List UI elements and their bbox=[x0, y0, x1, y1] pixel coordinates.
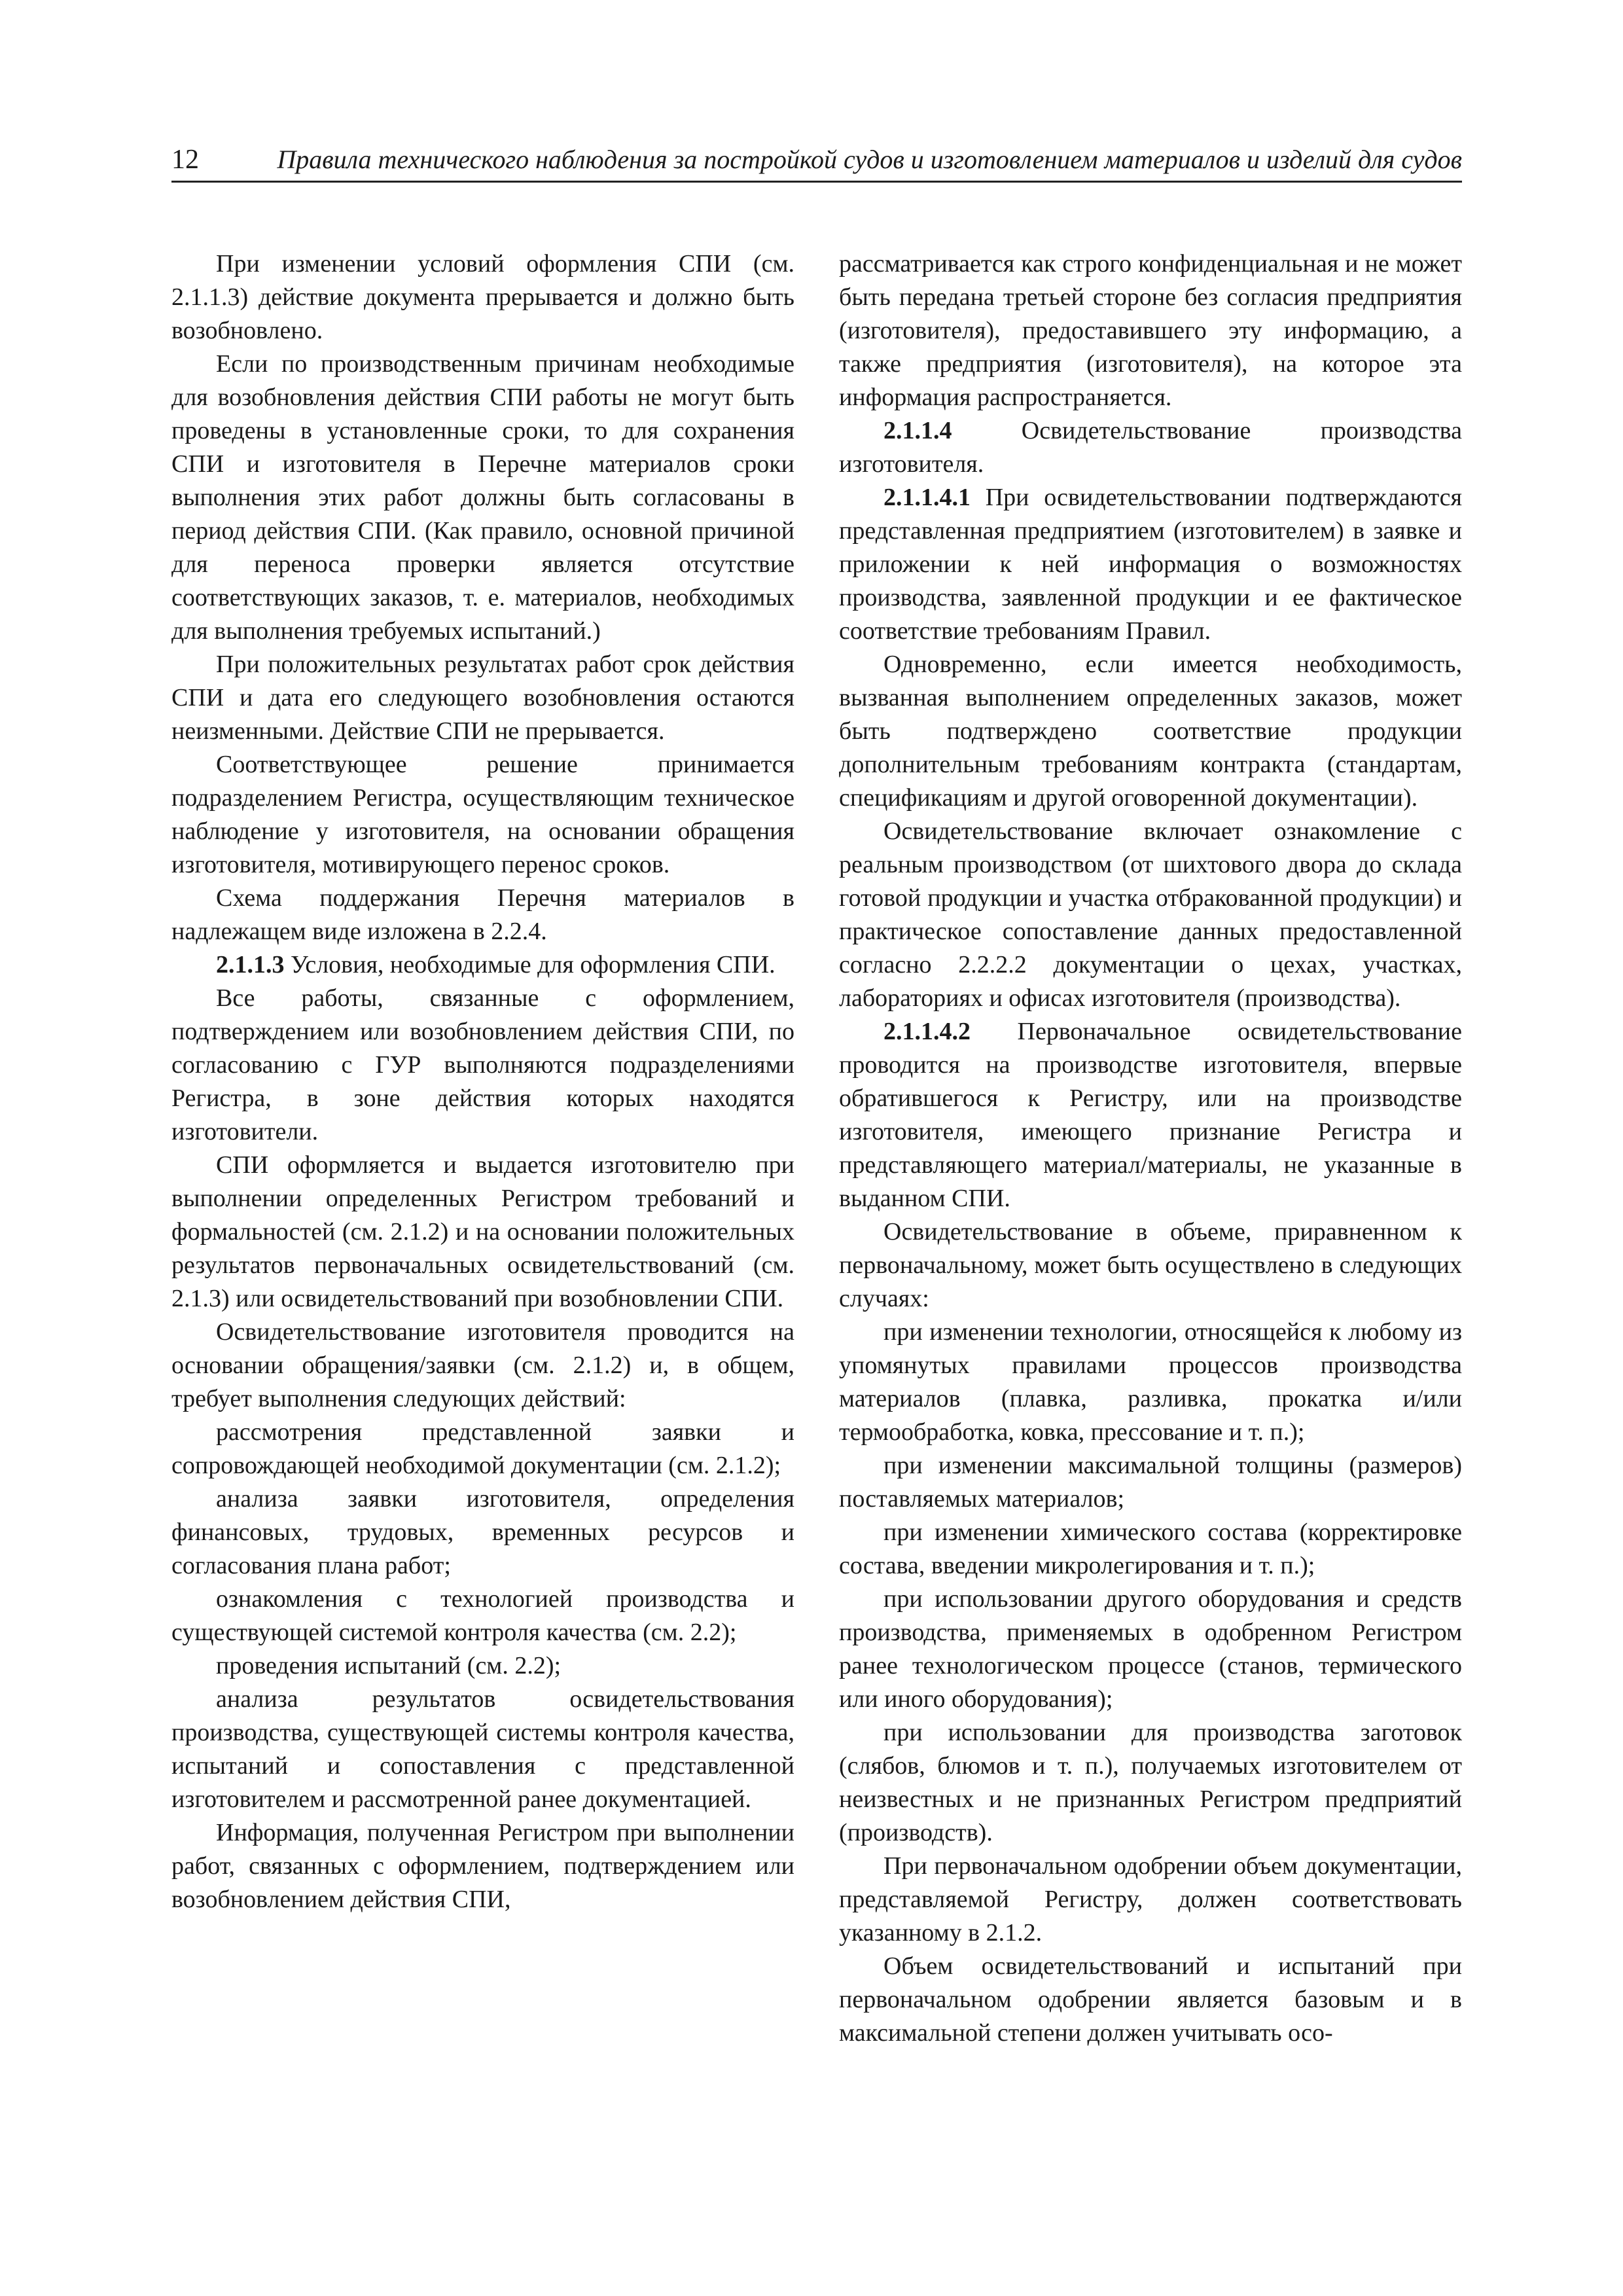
paragraph-text: при изменении технологии, относящейся к любому из упомянутых правилами процессов производства материалов (плавка, разливка, прокатка и/или термообработка, ковка, прессование и т. п.); bbox=[839, 1318, 1462, 1446]
paragraph bbox=[171, 247, 794, 348]
paragraph bbox=[839, 1950, 1462, 2050]
paragraph-text: При изменении условий оформления СПИ (см. 2.1.1.3) действие документа прерывается и должно быть возобновлено. bbox=[171, 250, 794, 344]
paragraph bbox=[839, 1316, 1462, 1449]
paragraph-text: при изменении химического состава (корректировке состава, введении микролегирования и т. п.); bbox=[839, 1518, 1462, 1579]
paragraph bbox=[171, 1149, 794, 1316]
paragraph-text: Если по производственным причинам необходимые для возобновления действия СПИ работы не могут быть проведены в установленные сроки, то для сохранения СПИ и изготовителя в Перечне материалов сроки выполнения этих работ должны быть согласованы в период действия СПИ. (Как правило, основной причиной для переноса проверки является отсутствие соответствующих заказов, т. е. материалов, необходимых для выполнения требуемых испытаний.) bbox=[171, 350, 794, 645]
paragraph bbox=[839, 247, 1462, 414]
paragraph-text: Все работы, связанные с оформлением, подтверждением или возобновлением действия СПИ, по согласованию с ГУР выполняются подразделениями Регистра, в зоне действия которых находятся изготовители. bbox=[171, 984, 794, 1145]
paragraph-text: при использовании для производства заготовок (слябов, блюмов и т. п.), получаемых изготовителем от неизвестных и не признанных Регистром предприятий (производств). bbox=[839, 1719, 1462, 1846]
paragraph bbox=[171, 748, 794, 882]
paragraph bbox=[171, 1816, 794, 1916]
paragraph-text: Условия, необходимые для оформления СПИ. bbox=[284, 951, 776, 978]
paragraph bbox=[171, 1683, 794, 1816]
paragraph-text: Информация, полученная Регистром при выполнении работ, связанных с оформлением, подтверждением или возобновлением действия СПИ, bbox=[171, 1819, 794, 1913]
paragraph-text: При освидетельствовании подтверждаются представленная предприятием (изготовителем) в заявке и приложении к ней информация о возможностях производства, заявленной продукции и ее фактическое соответствие требованиям Правил. bbox=[839, 484, 1462, 645]
paragraph bbox=[171, 982, 794, 1149]
page-number: 12 bbox=[171, 145, 199, 175]
running-title: Правила технического наблюдения за постройкой судов и изготовлением материалов и изделий для судов bbox=[277, 145, 1462, 174]
paragraph-text: Первоначальное освидетельствование проводится на производстве изготовителя, впервые обратившегося к Регистру, или на производстве изготовителя, имеющего признание Регистра и представляющего материал/материалы, не указанные в выданном СПИ. bbox=[839, 1018, 1462, 1212]
paragraph-text: Одновременно, если имеется необходимость, вызванная выполнением определенных заказов, может быть подтверждено соответствие продукции дополнительным требованиям контракта (стандартам, спецификациям и другой оговоренной документации). bbox=[839, 651, 1462, 812]
paragraph-text: Соответствующее решение принимается подразделением Регистра, осуществляющим техническое наблюдение у изготовителя, на основании обращения изготовителя, мотивирующего перенос сроков. bbox=[171, 751, 794, 878]
paragraph-text: проведения испытаний (см. 2.2); bbox=[216, 1652, 562, 1679]
paragraph-text: Освидетельствование в объеме, приравненном к первоначальному, может быть осуществлено в следующих случаях: bbox=[839, 1218, 1462, 1312]
paragraph bbox=[171, 1482, 794, 1583]
paragraph bbox=[839, 1850, 1462, 1950]
paragraph bbox=[839, 1516, 1462, 1583]
paragraph-text: анализа заявки изготовителя, определения финансовых, трудовых, временных ресурсов и согласования плана работ; bbox=[171, 1485, 794, 1579]
paragraph-text: рассматривается как строго конфиденциальная и не может быть передана третьей стороне без согласия предприятия (изготовителя), предоставившего эту информацию, а также предприятия (изготовителя), на которое эта информация распространяется. bbox=[839, 250, 1462, 411]
paragraph-text: Объем освидетельствований и испытаний при первоначальном одобрении является базовым и в максимальной степени должен учитывать осо- bbox=[839, 1952, 1462, 2047]
paragraph-text: При первоначальном одобрении объем документации, представляемой Регистру, должен соответствовать указанному в 2.1.2. bbox=[839, 1852, 1462, 1946]
paragraph bbox=[171, 1649, 794, 1683]
paragraph-text: При положительных результатах работ срок действия СПИ и дата его следующего возобновления остаются неизменными. Действие СПИ не прерывается. bbox=[171, 651, 794, 745]
paragraph bbox=[171, 1316, 794, 1416]
paragraph-text: Схема поддержания Перечня материалов в надлежащем виде изложена в 2.2.4. bbox=[171, 884, 794, 945]
section-number: 2.1.1.4.1 bbox=[883, 484, 971, 511]
paragraph bbox=[171, 348, 794, 648]
paragraph-text: Освидетельствование включает ознакомление с реальным производством (от шихтового двора до склада готовой продукции и участка отбракованной продукции) и практическое сопоставление данных предоставленной согласно 2.2.2.2 документации о цехах, участках, лабораториях и офисах изготовителя (производства). bbox=[839, 817, 1462, 1012]
paragraph-text: Освидетельствование изготовителя проводится на основании обращения/заявки (см. 2.1.2) и, в общем, требует выполнения следующих действий: bbox=[171, 1318, 794, 1412]
paragraph bbox=[839, 481, 1462, 648]
paragraph-text: рассмотрения представленной заявки и сопровождающей необходимой документации (см. 2.1.2); bbox=[171, 1418, 794, 1479]
paragraph bbox=[171, 1583, 794, 1649]
paragraph-text: ознакомления с технологией производства и существующей системой контроля качества (см. 2.2); bbox=[171, 1585, 794, 1646]
right-column bbox=[839, 247, 1462, 2050]
paragraph bbox=[839, 815, 1462, 1015]
paragraph bbox=[839, 1015, 1462, 1215]
section-number: 2.1.1.4 bbox=[883, 417, 952, 444]
left-column bbox=[171, 247, 794, 1916]
paragraph-text: анализа результатов освидетельствования производства, существующей системы контроля качества, испытаний и сопоставления с представленной изготовителем и рассмотренной ранее документацией. bbox=[171, 1685, 794, 1813]
page-header bbox=[171, 143, 1462, 183]
paragraph-text: при использовании другого оборудования и средств производства, применяемых в одобренном Регистром ранее технологическом процессе (станов, термического или иного оборудования); bbox=[839, 1585, 1462, 1713]
section-number: 2.1.1.3 bbox=[216, 951, 285, 978]
paragraph bbox=[839, 1215, 1462, 1316]
paragraph bbox=[171, 1416, 794, 1482]
paragraph bbox=[171, 948, 794, 982]
paragraph bbox=[839, 1449, 1462, 1516]
paragraph-text: Освидетельствование производства изготовителя. bbox=[839, 417, 1462, 478]
paragraph-text: СПИ оформляется и выдается изготовителю при выполнении определенных Регистром требований и формальностей (см. 2.1.2) и на основании положительных результатов первоначальных освидетельствований (см. 2.1.3) или освидетельствований при возобновлении СПИ. bbox=[171, 1151, 794, 1312]
paragraph bbox=[171, 648, 794, 748]
paragraph-text: при изменении максимальной толщины (размеров) поставляемых материалов; bbox=[839, 1452, 1462, 1513]
section-number: 2.1.1.4.2 bbox=[883, 1018, 971, 1045]
paragraph bbox=[839, 1716, 1462, 1850]
paragraph bbox=[839, 1583, 1462, 1716]
paragraph bbox=[839, 414, 1462, 481]
paragraph bbox=[171, 882, 794, 948]
paragraph bbox=[839, 648, 1462, 815]
